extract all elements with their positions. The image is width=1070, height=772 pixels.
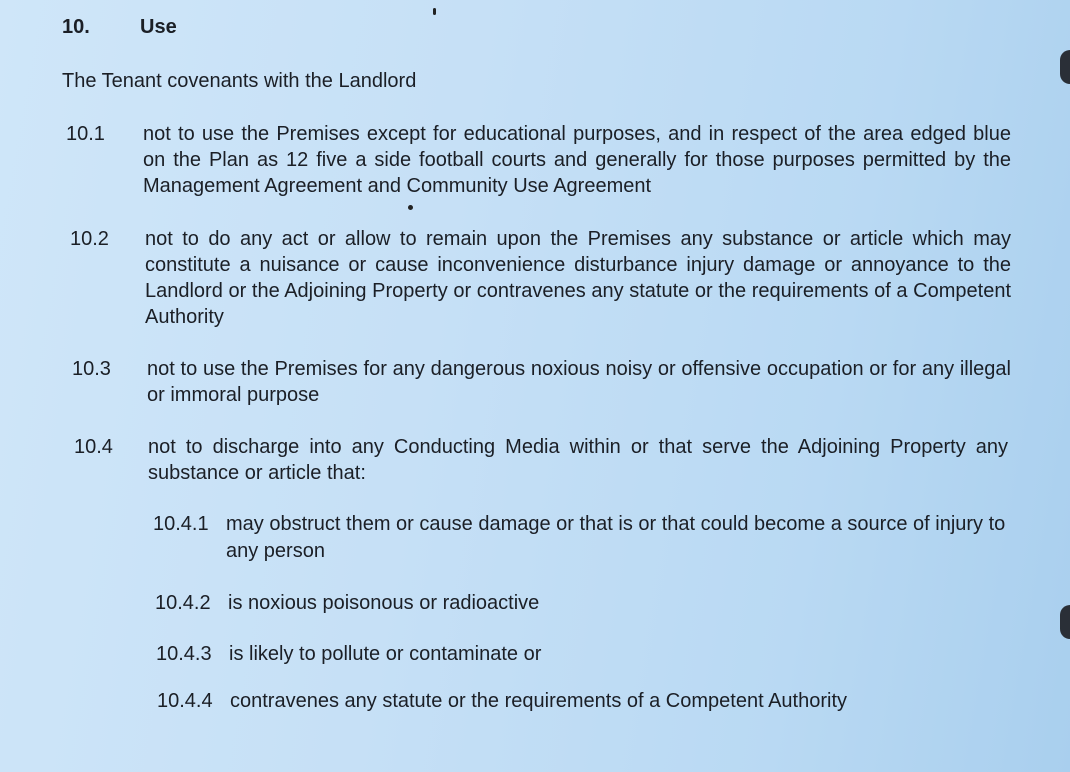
subclause-number: 10.4.2 — [155, 592, 211, 614]
punch-hole-top — [1060, 50, 1070, 84]
show-through-text — [120, 4, 125, 26]
subclause-number: 10.4.3 — [156, 643, 212, 665]
subclause-text: is likely to pollute or contaminate or — [229, 643, 542, 665]
clause-text: not to use the Premises for any dangerous noxious noisy or offensive occupation or for any illegal or immoral purpose — [147, 358, 1011, 406]
section-number: 10. — [62, 16, 90, 38]
clause-text: not to do any act or allow to remain upon the Premises any substance or article which may constitute a nuisance or cause inconvenience disturbance injury damage or annoyance to the Landlord or the Adjoining Property or contravenes any statute or the requirements of a Competent Authority — [145, 228, 1011, 328]
clause-text: not to discharge into any Conducting Media within or that serve the Adjoining Property any substance or article that: — [148, 436, 1008, 484]
clause-number: 10.3 — [72, 358, 111, 380]
subclause-number: 10.4.1 — [153, 513, 209, 535]
section-title: Use — [140, 16, 177, 38]
ink-speck — [408, 205, 413, 210]
subclause-text: contravenes any statute or the requirements of a Competent Authority — [230, 690, 848, 712]
intro-text: The Tenant covenants with the Landlord — [62, 70, 417, 92]
ink-speck — [433, 8, 436, 15]
clause-text: not to use the Premises except for educational purposes, and in respect of the area edged blue on the Plan as 12 five a side football courts and generally for those purposes permitted by the Management Agreement and Community Use Agreement — [143, 123, 1011, 197]
punch-hole-bottom — [1060, 605, 1070, 639]
clause-number: 10.2 — [70, 228, 109, 250]
clause-number: 10.1 — [66, 123, 105, 145]
clause-number: 10.4 — [74, 436, 113, 458]
subclause-text: may obstruct them or cause damage or that is or that could become a source of injury to any person — [226, 513, 1006, 562]
subclause-text: is noxious poisonous or radioactive — [228, 592, 540, 614]
subclause-number: 10.4.4 — [157, 690, 213, 712]
